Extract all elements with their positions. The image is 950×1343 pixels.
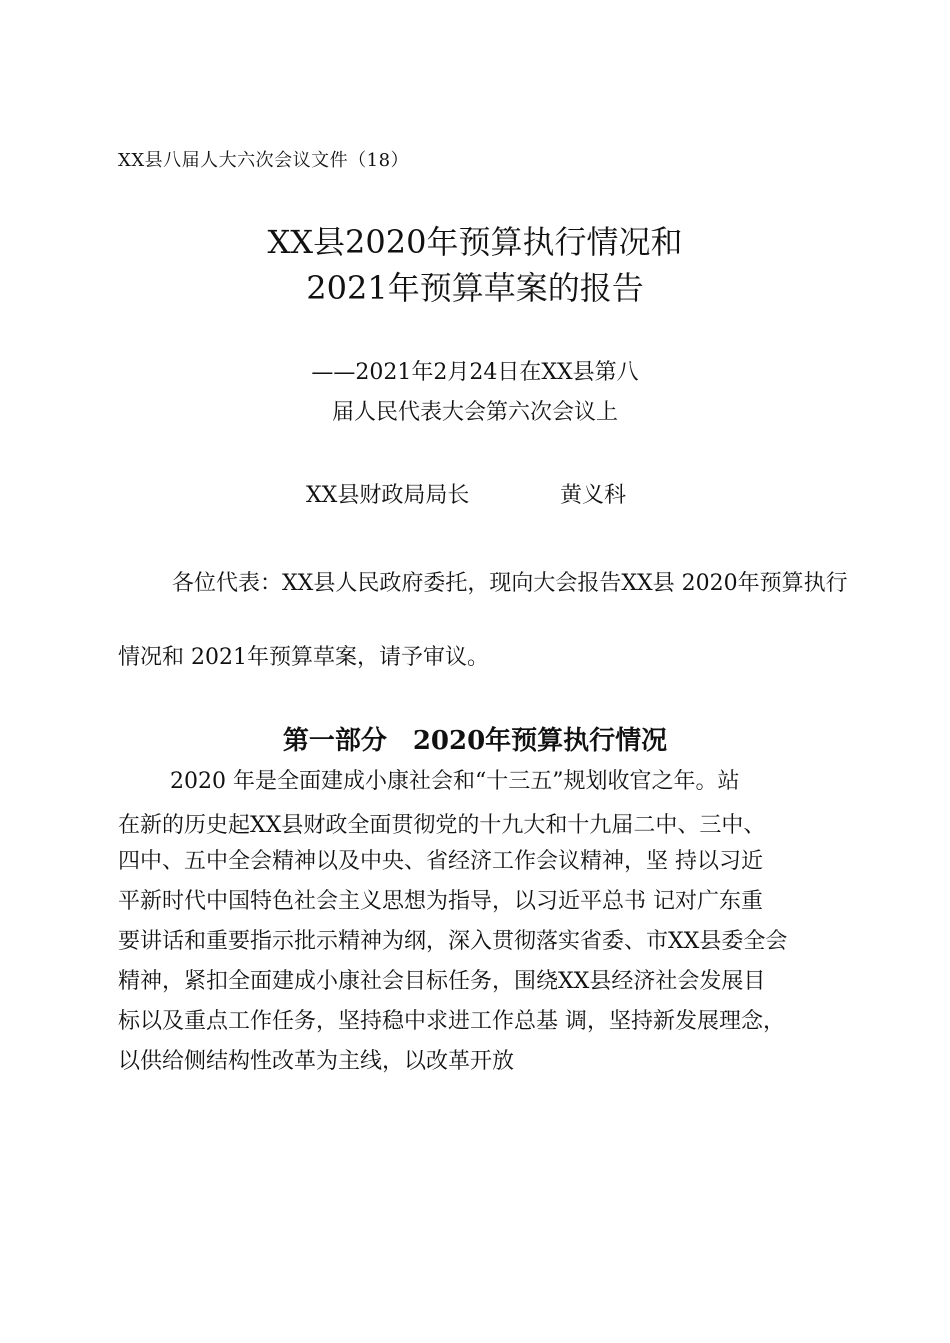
body-text-line: 四中、五中全会精神以及中央、省经济工作会议精神，坚 持以习近 bbox=[118, 849, 763, 874]
body-text-line: 精神，紧扣全面建成小康社会目标任务，围绕XX县经济社会发展目 bbox=[118, 969, 766, 994]
document-number: XX县八届人大六次会议文件（18） bbox=[118, 150, 410, 171]
body-text-line: 平新时代中国特色社会主义思想为指导，以习近平总书 记对广东重 bbox=[118, 889, 763, 914]
report-title-line-2: 2021年预算草案的报告 bbox=[306, 269, 644, 307]
body-text-line: 2020 年是全面建成小康社会和“十三五”规划收官之年。站 bbox=[170, 769, 740, 794]
body-text-line: 在新的历史起XX县财政全面贯彻党的十九大和十九届二中、三中、 bbox=[118, 813, 766, 838]
body-text-line: 以供给侧结构性改革为主线，以改革开放 bbox=[118, 1049, 515, 1074]
report-subtitle-line-2: 届人民代表大会第六次会议上 bbox=[331, 400, 618, 425]
report-subtitle-line-1: ——2021年2月24日在XX县第八 bbox=[311, 360, 639, 385]
salutation-paragraph: 各位代表：XX县人民政府委托，现向大会报告XX县 2020年预算执行 bbox=[172, 571, 848, 596]
section-heading: 第一部分 2020年预算执行情况 bbox=[282, 726, 668, 756]
report-title-line-1: XX县2020年预算执行情况和 bbox=[267, 223, 683, 261]
body-text-line: 要讲话和重要指示批示精神为纲，深入贯彻落实省委、市XX县委全会 bbox=[118, 929, 788, 954]
salutation-continuation: 情况和 2021年预算草案，请予审议。 bbox=[118, 645, 489, 670]
body-text-line: 标以及重点工作任务，坚持稳中求进工作总基 调，坚持新发展理念， bbox=[118, 1009, 785, 1034]
reporter-role: XX县财政局局长 bbox=[306, 483, 470, 508]
reporter-name: 黄义科 bbox=[560, 483, 627, 508]
